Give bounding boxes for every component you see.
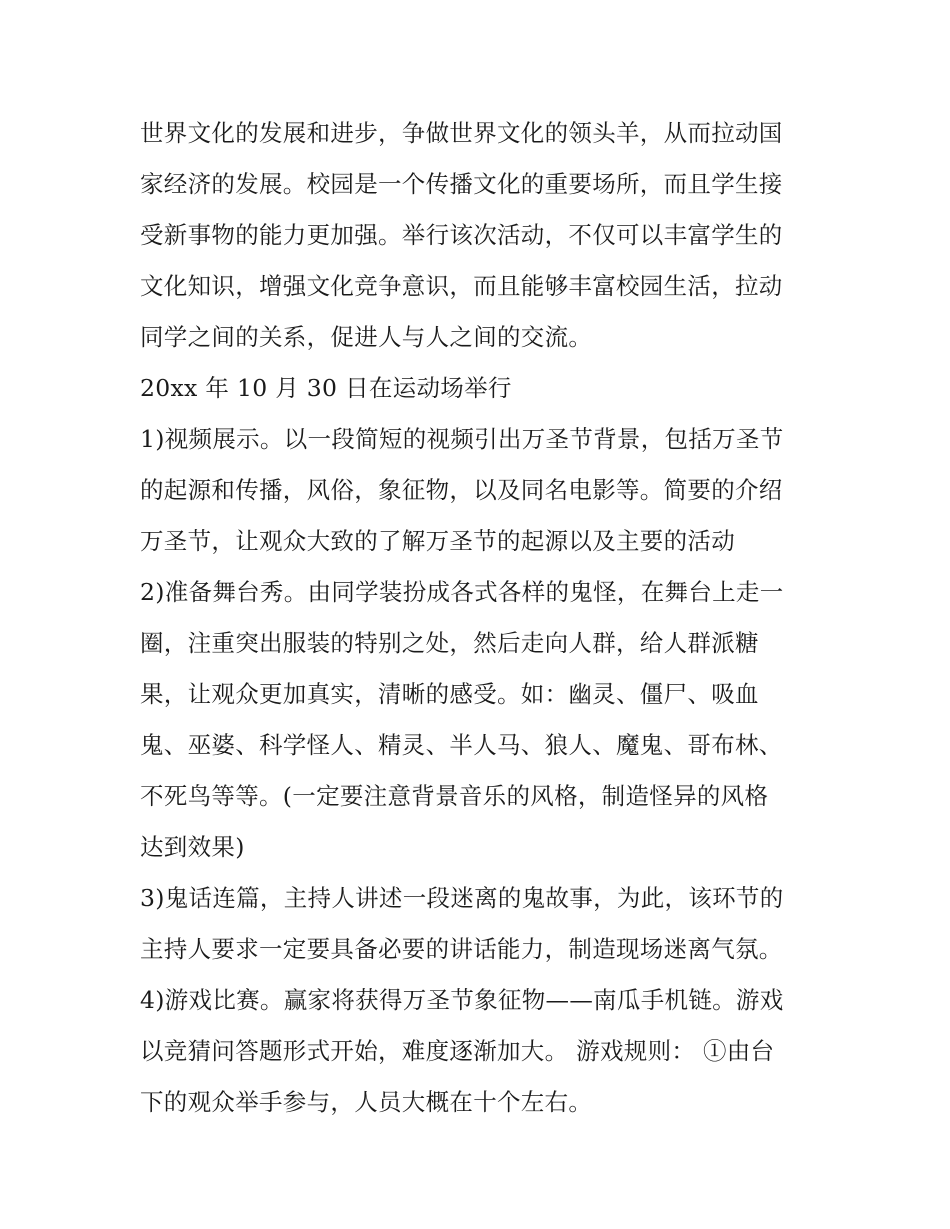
list-item-line: 果，让观众更加真实，清晰的感受。如：幽灵、僵尸、吸血	[140, 680, 759, 708]
paragraph-line: 家经济的发展。校园是一个传播文化的重要场所，而且学生接	[140, 170, 783, 198]
list-item-line: 圈，注重突出服装的特别之处，然后走向人群，给人群派糖	[140, 629, 759, 657]
event-date-line: 20xx 年 10 月 30 日在运动场举行	[140, 374, 512, 402]
paragraph-line: 同学之间的关系，促进人与人之间的交流。	[140, 323, 593, 351]
list-item-line: 主持人要求一定要具备必要的讲话能力，制造现场迷离气氛。	[140, 935, 783, 963]
paragraph-line: 受新事物的能力更加强。举行该次活动，不仅可以丰富学生的	[140, 221, 783, 249]
paragraph-line: 世界文化的发展和进步，争做世界文化的领头羊，从而拉动国	[140, 119, 783, 147]
list-item-line: 的起源和传播，风俗，象征物，以及同名电影等。简要的介绍	[140, 476, 783, 504]
paragraph-line: 文化知识，增强文化竞争意识，而且能够丰富校园生活，拉动	[140, 272, 783, 300]
list-item-line: 以竞猜问答题形式开始，难度逐渐加大。 游戏规则： ①由台	[140, 1037, 775, 1065]
list-item-line: 4)游戏比赛。赢家将获得万圣节象征物——南瓜手机链。游戏	[140, 986, 784, 1014]
list-item-line: 1)视频展示。以一段简短的视频引出万圣节背景，包括万圣节	[140, 425, 784, 453]
list-item-line: 2)准备舞台秀。由同学装扮成各式各样的鬼怪，在舞台上走一	[140, 578, 784, 606]
list-item-line: 不死鸟等等。(一定要注意背景音乐的风格，制造怪异的风格	[140, 782, 769, 810]
list-item-line: 鬼、巫婆、科学怪人、精灵、半人马、狼人、魔鬼、哥布林、	[140, 731, 783, 759]
list-item-line: 万圣节，让观众大致的了解万圣节的起源以及主要的活动	[140, 527, 735, 555]
document-body	[140, 108, 820, 1128]
list-item-line: 达到效果)	[140, 833, 245, 861]
list-item-line: 3)鬼话连篇，主持人讲述一段迷离的鬼故事，为此，该环节的	[140, 884, 784, 912]
list-item-line: 下的观众举手参与，人员大概在十个左右。	[140, 1088, 593, 1116]
